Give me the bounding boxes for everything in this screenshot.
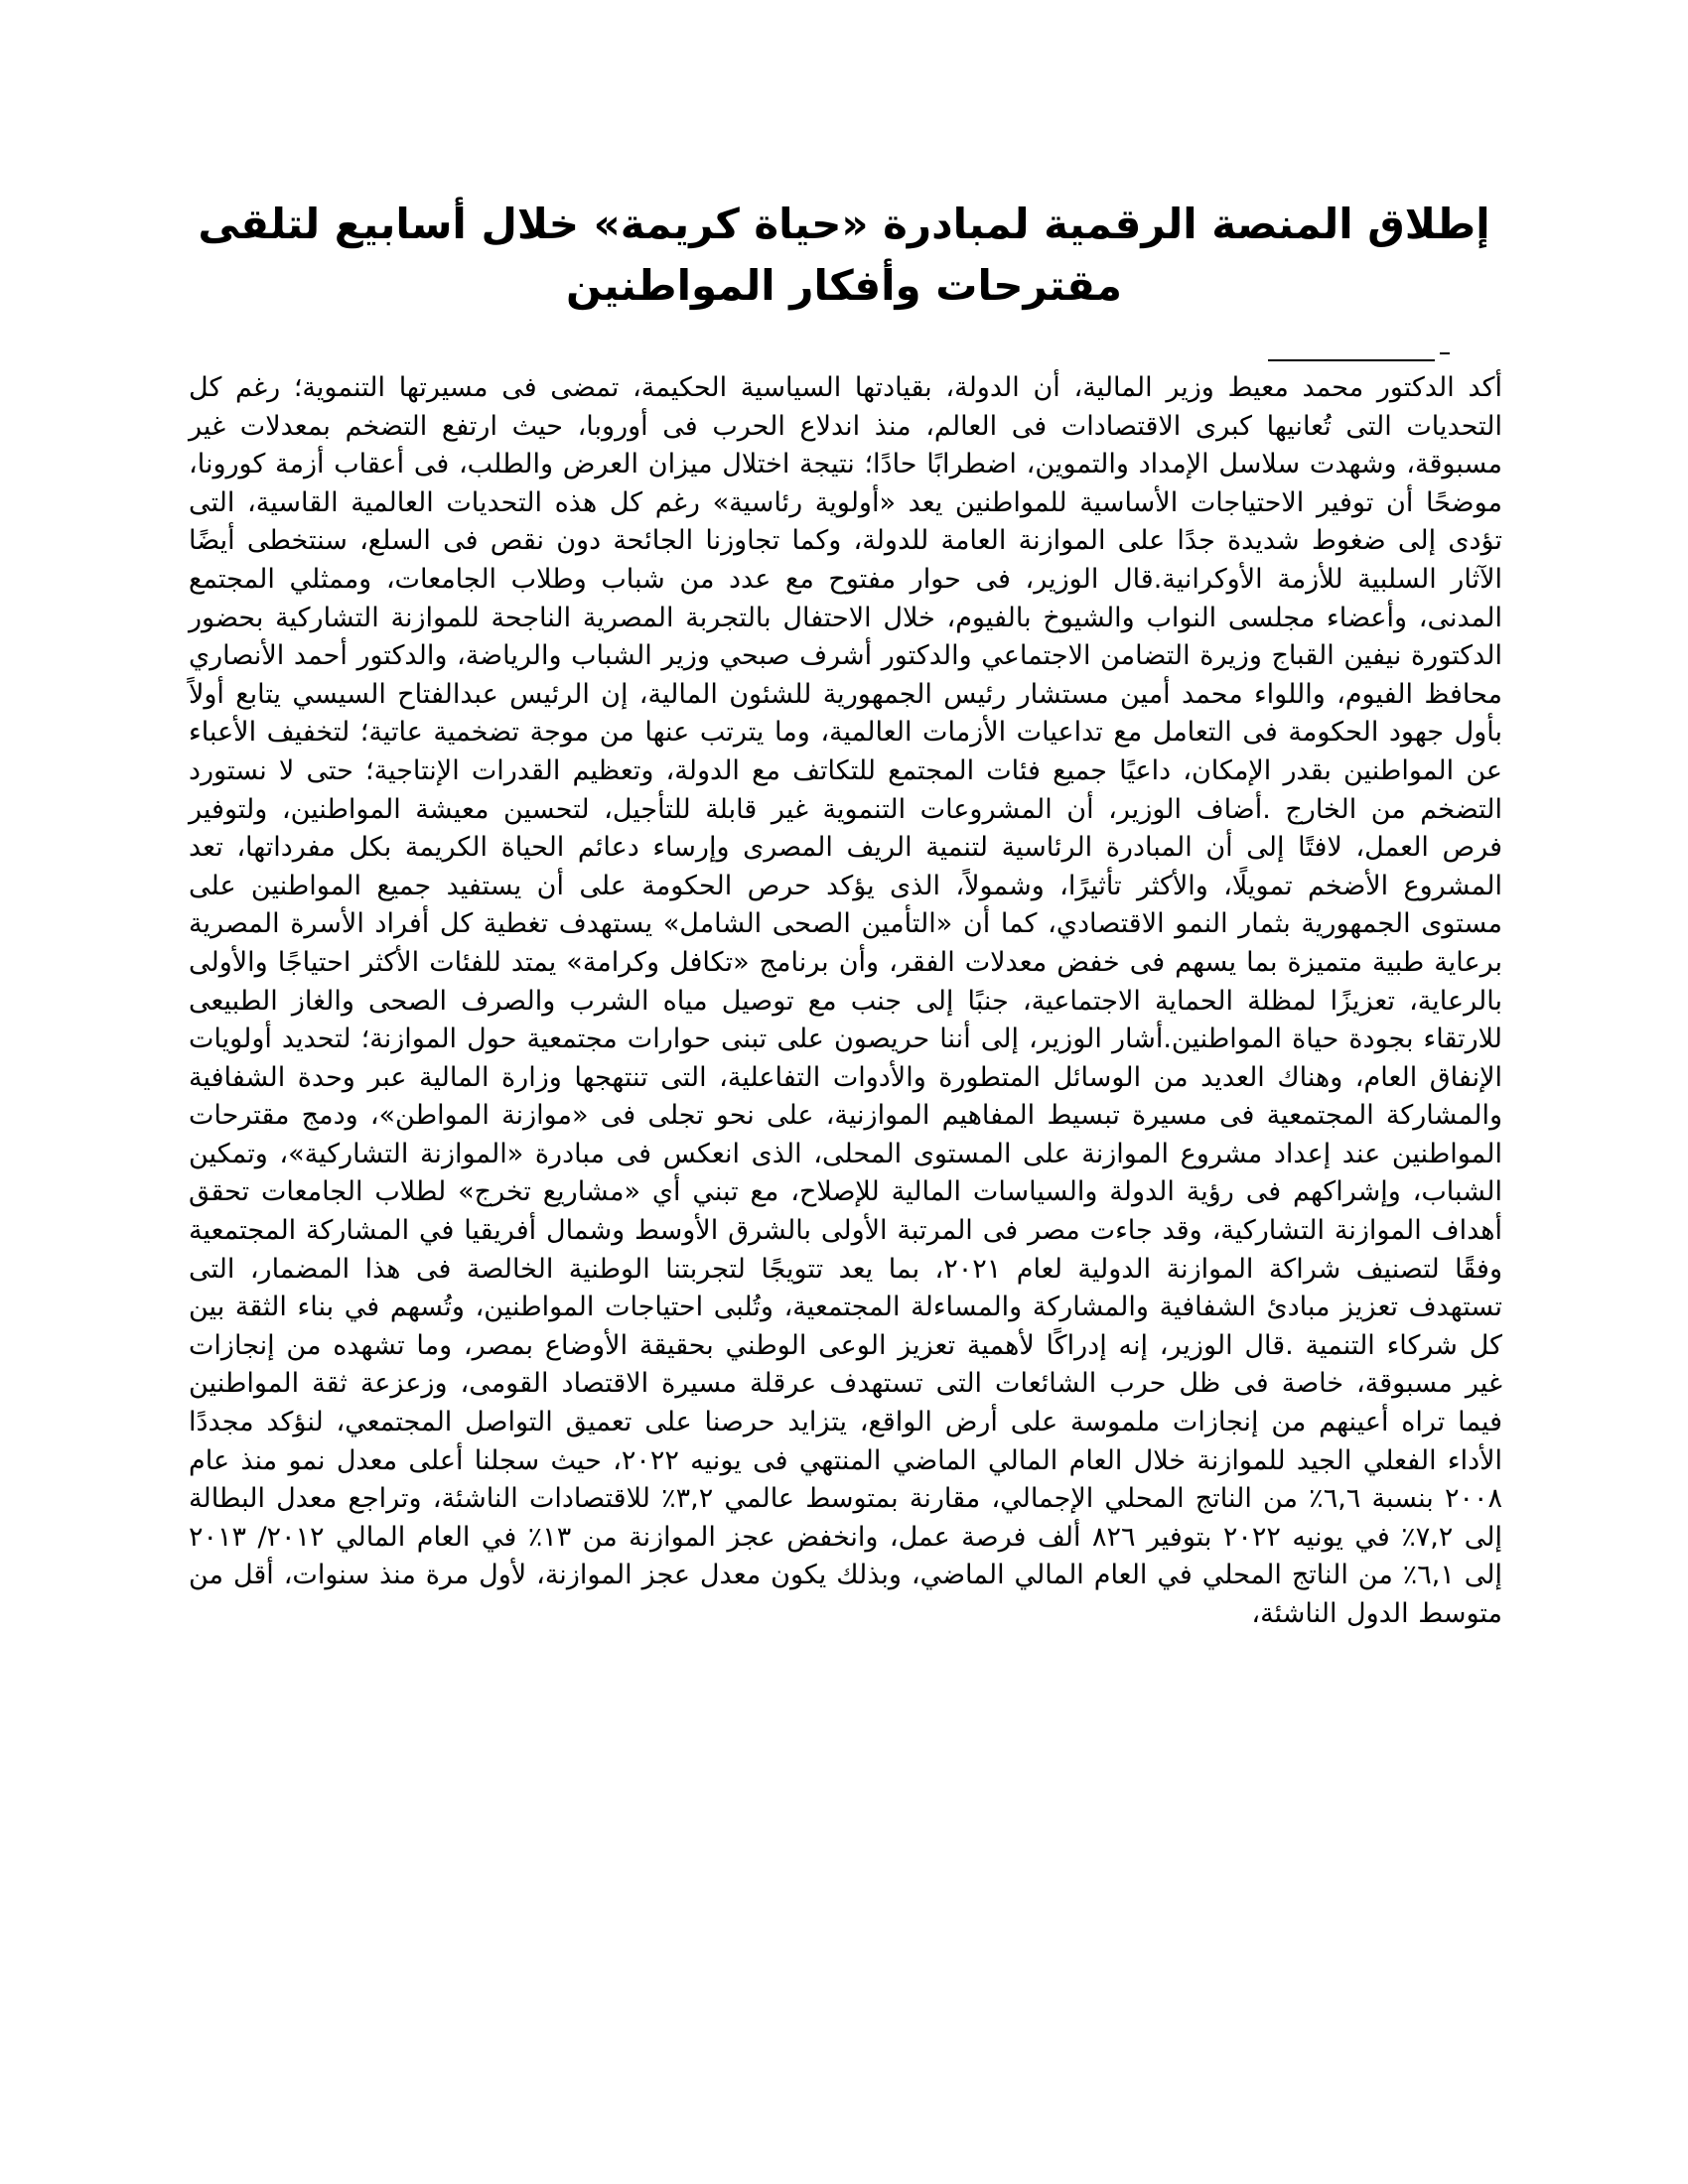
title-separator-rule: [1268, 359, 1435, 361]
article-title: إطلاق المنصة الرقمية لمبادرة «حياة كريمة» خلال أسابيع لتلقى مقترحات وأفكار المواطنين: [198, 200, 1490, 310]
article-body: أكد الدكتور محمد معيط وزير المالية، أن الدولة، بقيادتها السياسية الحكيمة، تمضى فى مسيرتها التنموية؛ رغم كل التحديات التى تُعانيها كبرى الاقتصادات فى العالم، منذ اندلاع الحرب فى أوروبا، حيث ارتفع التضخم بمعدلات غير مسبوقة، وشهدت سلاسل الإمداد والتموين، اضطرابًا حادًا؛ نتيجة اختلال ميزان العرض والطلب، فى أعقاب أزمة كورونا، موضحًا أن توفير الاحتياجات الأساسية للمواطنين يعد «أولوية رئاسية» رغم كل هذه التحديات العالمية القاسية، التى تؤدى إلى ضغوط شديدة جدًا على الموازنة العامة للدولة، وكما تجاوزنا الجائحة دون نقص فى السلع، سنتخطى أيضًا الآثار السلبية للأزمة الأوكرانية.قال الوزير، فى حوار مفتوح مع عدد من شباب وطلاب الجامعات، وممثلي المجتمع المدنى، وأعضاء مجلسى النواب والشيوخ بالفيوم، خلال الاحتفال بالتجربة المصرية الناجحة للموازنة التشاركية بحضور الدكتورة نيفين القباج وزيرة التضامن الاجتماعي والدكتور أشرف صبحي وزير الشباب والرياضة، والدكتور أحمد الأنصاري محافظ الفيوم، واللواء محمد أمين مستشار رئيس الجمهورية للشئون المالية، إن الرئيس عبدالفتاح السيسي يتابع أولاً بأول جهود الحكومة فى التعامل مع تداعيات الأزمات العالمية، وما يترتب عنها من موجة تضخمية عاتية؛ لتخفيف الأعباء عن المواطنين بقدر الإمكان، داعيًا جميع فئات المجتمع للتكاتف مع الدولة، وتعظيم القدرات الإنتاجية؛ حتى لا نستورد التضخم من الخارج .أضاف الوزير، أن المشروعات التنموية غير قابلة للتأجيل، لتحسين معيشة المواطنين، ولتوفير فرص العمل، لافتًا إلى أن المبادرة الرئاسية لتنمية الريف المصرى وإرساء دعائم الحياة الكريمة بكل مفرداتها، تعد المشروع الأضخم تمويلًا، والأكثر تأثيرًا، وشمولاً، الذى يؤكد حرص الحكومة على أن يستفيد جميع المواطنين على مستوى الجمهورية بثمار النمو الاقتصادي، كما أن «التأمين الصحى الشامل» يستهدف تغطية كل أفراد الأسرة المصرية برعاية طبية متميزة بما يسهم فى خفض معدلات الفقر، وأن برنامج «تكافل وكرامة» يمتد للفئات الأكثر احتياجًا والأولى بالرعاية، تعزيزًا لمظلة الحماية الاجتماعية، جنبًا إلى جنب مع توصيل مياه الشرب والصرف الصحى والغاز الطبيعى للارتقاء بجودة حياة المواطنين.أشار الوزير، إلى أننا حريصون على تبنى حوارات مجتمعية حول الموازنة؛ لتحديد أولويات الإنفاق العام، وهناك العديد من الوسائل المتطورة والأدوات التفاعلية، التى تنتهجها وزارة المالية عبر وحدة الشفافية والمشاركة المجتمعية فى مسيرة تبسيط المفاهيم الموازنية، على نحو تجلى فى «موازنة المواطن»، ودمج مقترحات المواطنين عند إعداد مشروع الموازنة على المستوى المحلى، الذى انعكس فى مبادرة «الموازنة التشاركية»، وتمكين الشباب، وإشراكهم فى رؤية الدولة والسياسات المالية للإصلاح، مع تبني أي «مشاريع تخرج» لطلاب الجامعات تحقق أهداف الموازنة التشاركية، وقد جاءت مصر فى المرتبة الأولى بالشرق الأوسط وشمال أفريقيا في المشاركة المجتمعية وفقًا لتصنيف شراكة الموازنة الدولية لعام ٢٠٢١، بما يعد تتويجًا لتجربتنا الوطنية الخالصة فى هذا المضمار، التى تستهدف تعزيز مبادئ الشفافية والمشاركة والمساءلة المجتمعية، وتُلبى احتياجات المواطنين، وتُسهم في بناء الثقة بين كل شركاء التنمية .قال الوزير، إنه إدراكًا لأهمية تعزيز الوعى الوطني بحقيقة الأوضاع بمصر، وما تشهده من إنجازات غير مسبوقة، خاصة فى ظل حرب الشائعات التى تستهدف عرقلة مسيرة الاقتصاد القومى، وزعزعة ثقة المواطنين فيما تراه أعينهم من إنجازات ملموسة على أرض الواقع، يتزايد حرصنا على تعميق التواصل المجتمعي، لنؤكد مجددًا الأداء الفعلي الجيد للموازنة خلال العام المالي الماضي المنتهي فى يونيه ٢٠٢٢، حيث سجلنا أعلى معدل نمو منذ عام ٢٠٠٨ بنسبة ٦,٦٪ من الناتج المحلي الإجمالي، مقارنة بمتوسط عالمي ٣,٢٪ للاقتصادات الناشئة، وتراجع معدل البطالة إلى ٧,٢٪ في يونيه ٢٠٢٢ بتوفير ٨٢٦ ألف فرصة عمل، وانخفض عجز الموازنة من ١٣٪ في العام المالي ٢٠١٢/ ٢٠١٣ إلى ٦,١٪ من الناتج المحلي في العام المالي الماضي، وبذلك يكون معدل عجز الموازنة، لأول مرة منذ سنوات، أقل من متوسط الدول الناشئة،: [189, 372, 1502, 1629]
title-separator-dash: [1440, 352, 1450, 354]
